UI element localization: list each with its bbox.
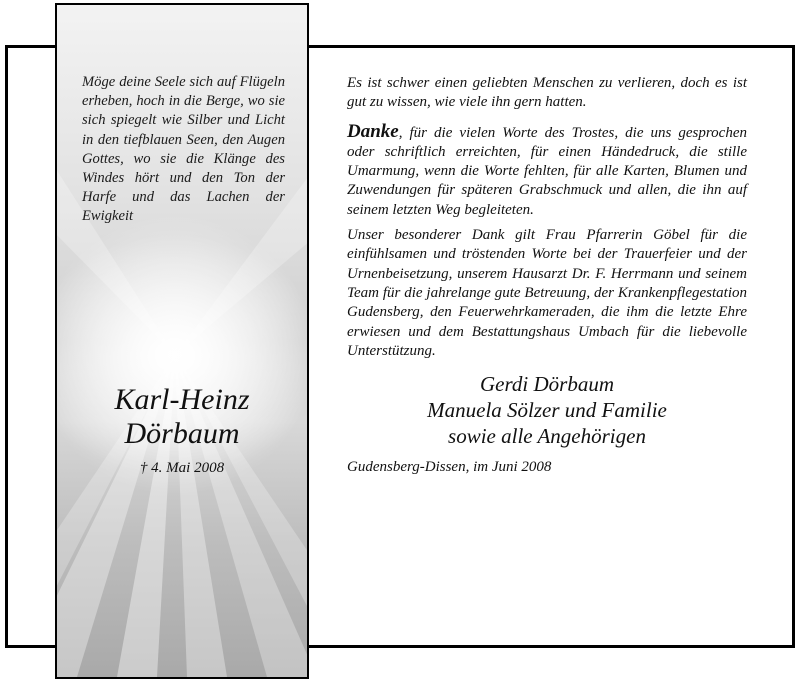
signers-block [347, 371, 747, 449]
danke-text: , für die vielen Worte des Trostes, die uns gesprochen oder schriftlich erreichten, für einen Händedruck, die stille Umarmung, wenn die Worte fehlten, für alle Karten, Blumen und Zuwendungen für späteren Grabschmuck und allen, die ihn auf seinem letzten Weg begleiteten. [347, 124, 747, 218]
signer-line: Gerdi Dörbaum [480, 372, 614, 397]
special-thanks-paragraph: Unser besonderer Dank gilt Frau Pfarrerin Göbel für die einfühlsamen und tröstenden Worte bei der Trauerfeier und der Urnenbeisetzung, unserem Hausarzt Dr. F. Herrmann und seinem Team für die jahrelange gute Betreuung, der Krankenpflegestation Gudensberg, den Feuerwehrkameraden, die ihm die letzte Ehre erwiesen und dem Bestattungshaus Umbach für die liebevolle Unterstützung. [347, 227, 747, 359]
danke-word: Danke [347, 120, 399, 142]
memorial-panel [55, 3, 309, 679]
intro-paragraph: Es ist schwer einen geliebten Menschen zu verlieren, doch es ist gut zu wissen, wie viele ihn gern hatten. [347, 75, 747, 111]
signer-line: Manuela Sölzer und Familie [427, 398, 667, 423]
memorial-poem: Möge deine Seele sich auf Flügeln erheben, hoch in die Berge, wo sie sich spiegelt wie Silber und Licht in den tiefblauen Seen, den Augen Gottes, wo sie die Klänge des Windes hört und den Ton der Harfe und das Lachen der Ewigkeit [82, 74, 285, 225]
deceased-last-name: Dörbaum [124, 417, 240, 450]
danke-paragraph [347, 122, 747, 220]
signer-line: sowie alle Angehörigen [448, 424, 646, 449]
deceased-name [57, 383, 307, 451]
deceased-first-name: Karl-Heinz [114, 383, 250, 416]
thank-you-text [347, 74, 747, 476]
place-date: Gudensberg-Dissen, im Juni 2008 [347, 459, 552, 476]
death-date: † 4. Mai 2008 [139, 460, 225, 476]
